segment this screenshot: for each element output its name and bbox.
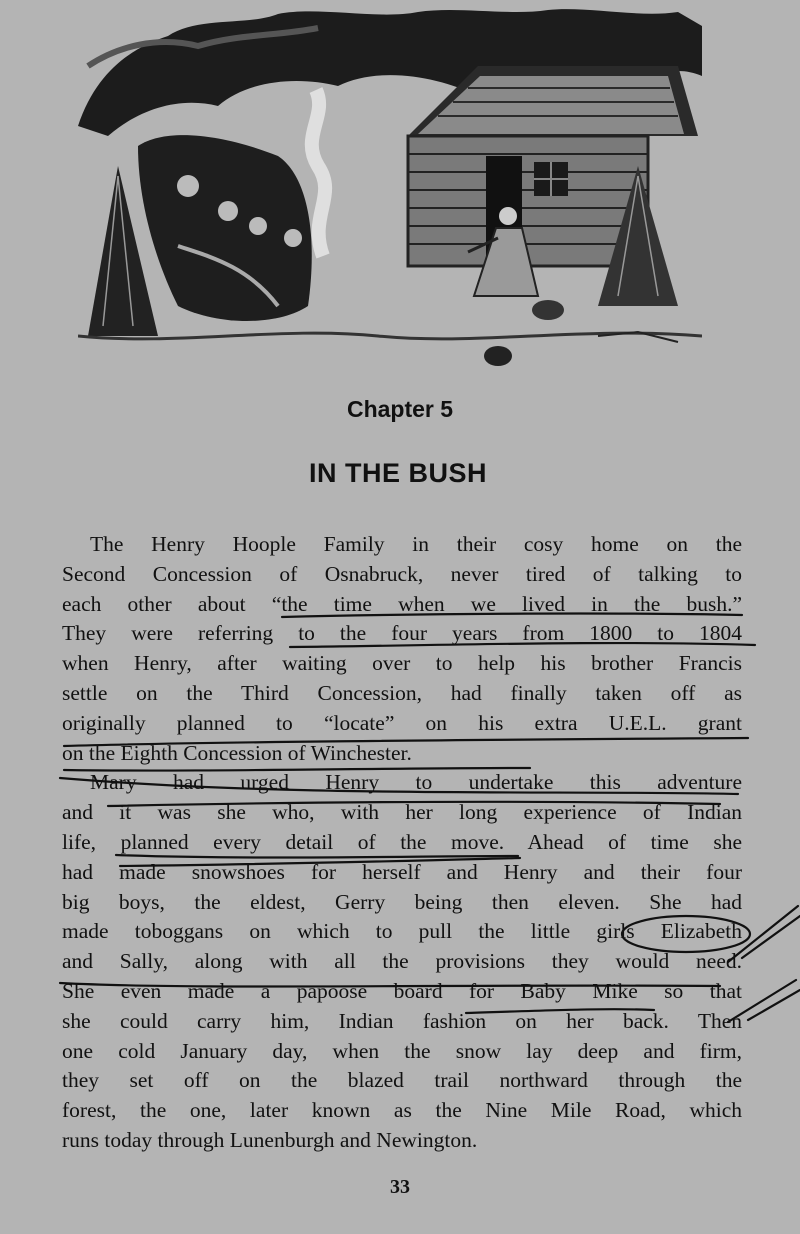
body-line: The Henry Hoople Family in their cosy home on the: [90, 532, 742, 556]
chapter-label: Chapter 5: [346, 396, 454, 422]
chapter-body: [62, 530, 742, 1156]
body-line: had made snowshoes for herself and Henry and their four: [62, 859, 742, 884]
body-line: Mary had urged Henry to undertake this adventure: [90, 770, 742, 795]
body-line: each other about “the time when we lived in the bush.”: [62, 591, 742, 616]
body-line: she could carry him, Indian fashion on her back. Then: [62, 1008, 742, 1033]
body-line: when Henry, after waiting over to help his brother Francis: [62, 651, 742, 676]
chapter-title: IN THE BUSH: [308, 458, 487, 488]
campfire-smoke: [312, 90, 325, 256]
family-figures: [138, 135, 312, 321]
body-line: She even made a papoose board for Baby Mike so that: [62, 978, 742, 1003]
body-line: runs today through Lunenburgh and Newington.: [62, 1127, 478, 1152]
body-line: life, planned every detail of the move. Ahead of time she: [62, 829, 742, 854]
body-line: forest, the one, later known as the Nine Mile Road, which: [62, 1098, 742, 1123]
chapter-illustration: [78, 6, 702, 388]
body-line: on the Eighth Concession of Winchester.: [62, 740, 412, 765]
body-line: one cold January day, when the snow lay deep and firm,: [62, 1038, 742, 1063]
body-line: big boys, the eldest, Gerry being then eleven. She had: [62, 889, 742, 914]
body-line: settle on the Third Concession, had finally taken off as: [62, 680, 742, 705]
body-line: They were referring to the four years from 1800 to 1804: [62, 621, 742, 646]
body-line: made toboggans on which to pull the little girls Elizabeth: [62, 919, 742, 944]
body-line: they set off on the blazed trail northward through the: [62, 1068, 742, 1093]
body-line: Second Concession of Osnabruck, never tired of talking to: [62, 561, 742, 586]
body-line: and Sally, along with all the provisions they would need.: [62, 949, 742, 974]
page-number: 33: [390, 1176, 410, 1198]
body-line: and it was she who, with her long experience of Indian: [62, 800, 742, 825]
body-line: originally planned to “locate” on his extra U.E.L. grant: [62, 710, 742, 735]
